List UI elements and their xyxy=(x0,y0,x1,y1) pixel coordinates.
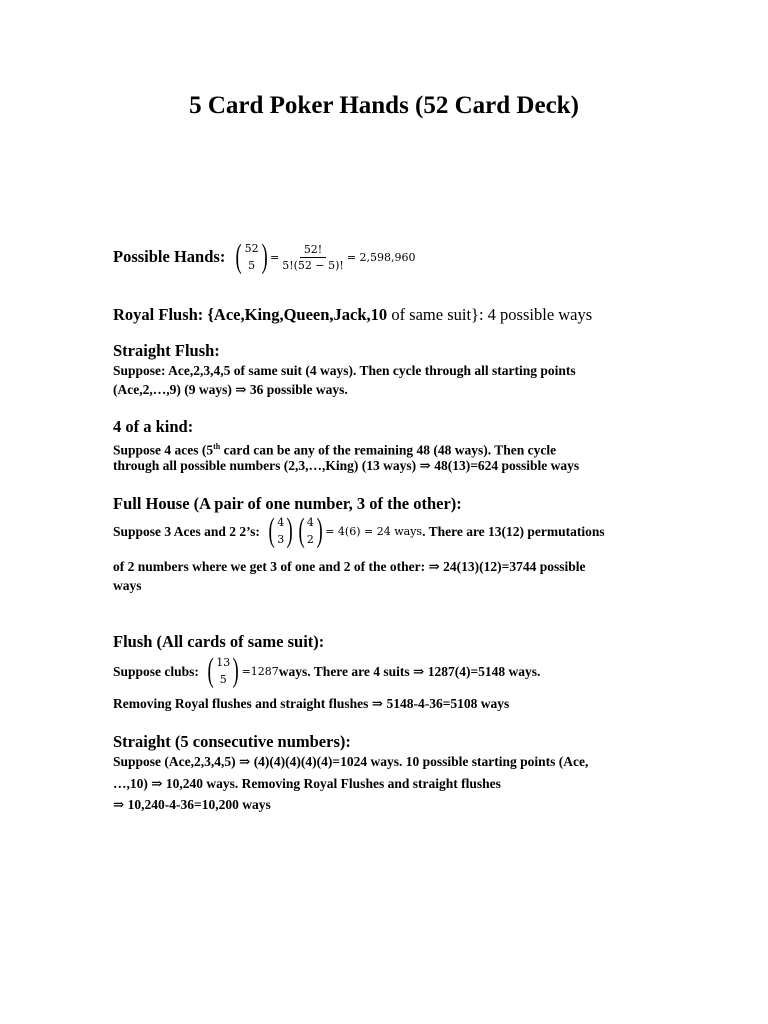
royal-flush-rest: of same suit}: 4 possible ways xyxy=(387,305,593,324)
straight-line-3: ⇒ 10,240-4-36=10,200 ways xyxy=(113,797,271,812)
page-title: 5 Card Poker Hands (52 Card Deck) xyxy=(189,92,579,119)
equals-sign: = xyxy=(269,250,280,264)
full-house-line-1 xyxy=(113,514,605,548)
full-house-math-result: = 4(6) = 24 ways xyxy=(325,524,423,538)
binomial-4-choose-3: ( 4 3 ) xyxy=(268,512,294,549)
straight-flush-heading: Straight Flush: xyxy=(113,341,220,360)
possible-hands-result: = 2,598,960 xyxy=(346,250,416,264)
possible-hands-row xyxy=(113,240,416,274)
binomial-4-choose-2: ( 4 2 ) xyxy=(298,512,323,549)
factorial-fraction xyxy=(282,243,344,272)
straight-line-2: …,10) ⇒ 10,240 ways. Removing Royal Flushes and straight flushes xyxy=(113,776,501,791)
straight-flush-line-2: (Ace,2,…,9) (9 ways) ⇒ 36 possible ways. xyxy=(113,382,348,397)
straight-flush-line-1: Suppose: Ace,2,3,4,5 of same suit (4 ways). Then cycle through all starting points xyxy=(113,363,576,378)
full-house-prefix: Suppose 3 Aces and 2 2’s: xyxy=(113,523,260,539)
binom-top: 52 xyxy=(244,242,259,255)
flush-math-result: =1287 xyxy=(241,664,279,678)
fraction-numerator: 52! xyxy=(300,243,326,258)
four-kind-line-2: through all possible numbers (2,3,…,King) (13 ways) ⇒ 48(13)=624 possible ways xyxy=(113,458,580,473)
full-house-suffix: . There are 13(12) permutations xyxy=(422,523,605,539)
flush-prefix: Suppose clubs: xyxy=(113,663,199,679)
full-house-line-2: of 2 numbers where we get 3 of one and 2 of the other: ⇒ 24(13)(12)=3744 possible xyxy=(113,559,586,574)
full-house-line-3: ways xyxy=(113,578,142,593)
four-kind-line-1: Suppose 4 aces (5th card can be any of the remaining 48 (48 ways). Then cycle xyxy=(113,442,557,458)
royal-flush-label: Royal Flush: {Ace,King,Queen,Jack,10 xyxy=(113,305,388,324)
flush-line-2: Removing Royal flushes and straight flushes ⇒ 5148-4-36=5108 ways xyxy=(113,696,510,711)
binom-bottom: 5 xyxy=(248,259,256,272)
straight-line-1: Suppose (Ace,2,3,4,5) ⇒ (4)(4)(4)(4)(4)=1024 ways. 10 possible starting points (Ace, xyxy=(113,754,589,769)
flush-line-1 xyxy=(113,654,540,688)
royal-flush-line xyxy=(113,305,592,325)
binomial-52-choose-5: ( 52 5 ) xyxy=(235,238,268,275)
binomial-13-choose-5: ( 13 5 ) xyxy=(207,652,240,689)
flush-suffix: ways. There are 4 suits ⇒ 1287(4)=5148 ways. xyxy=(278,663,541,679)
flush-heading: Flush (All cards of same suit): xyxy=(113,632,325,651)
full-house-heading: Full House (A pair of one number, 3 of the other): xyxy=(113,494,462,513)
four-kind-heading: 4 of a kind: xyxy=(113,417,194,436)
fraction-denominator: 5!(52 − 5)! xyxy=(282,258,344,272)
straight-heading: Straight (5 consecutive numbers): xyxy=(113,732,351,751)
possible-hands-label: Possible Hands: xyxy=(113,247,226,266)
